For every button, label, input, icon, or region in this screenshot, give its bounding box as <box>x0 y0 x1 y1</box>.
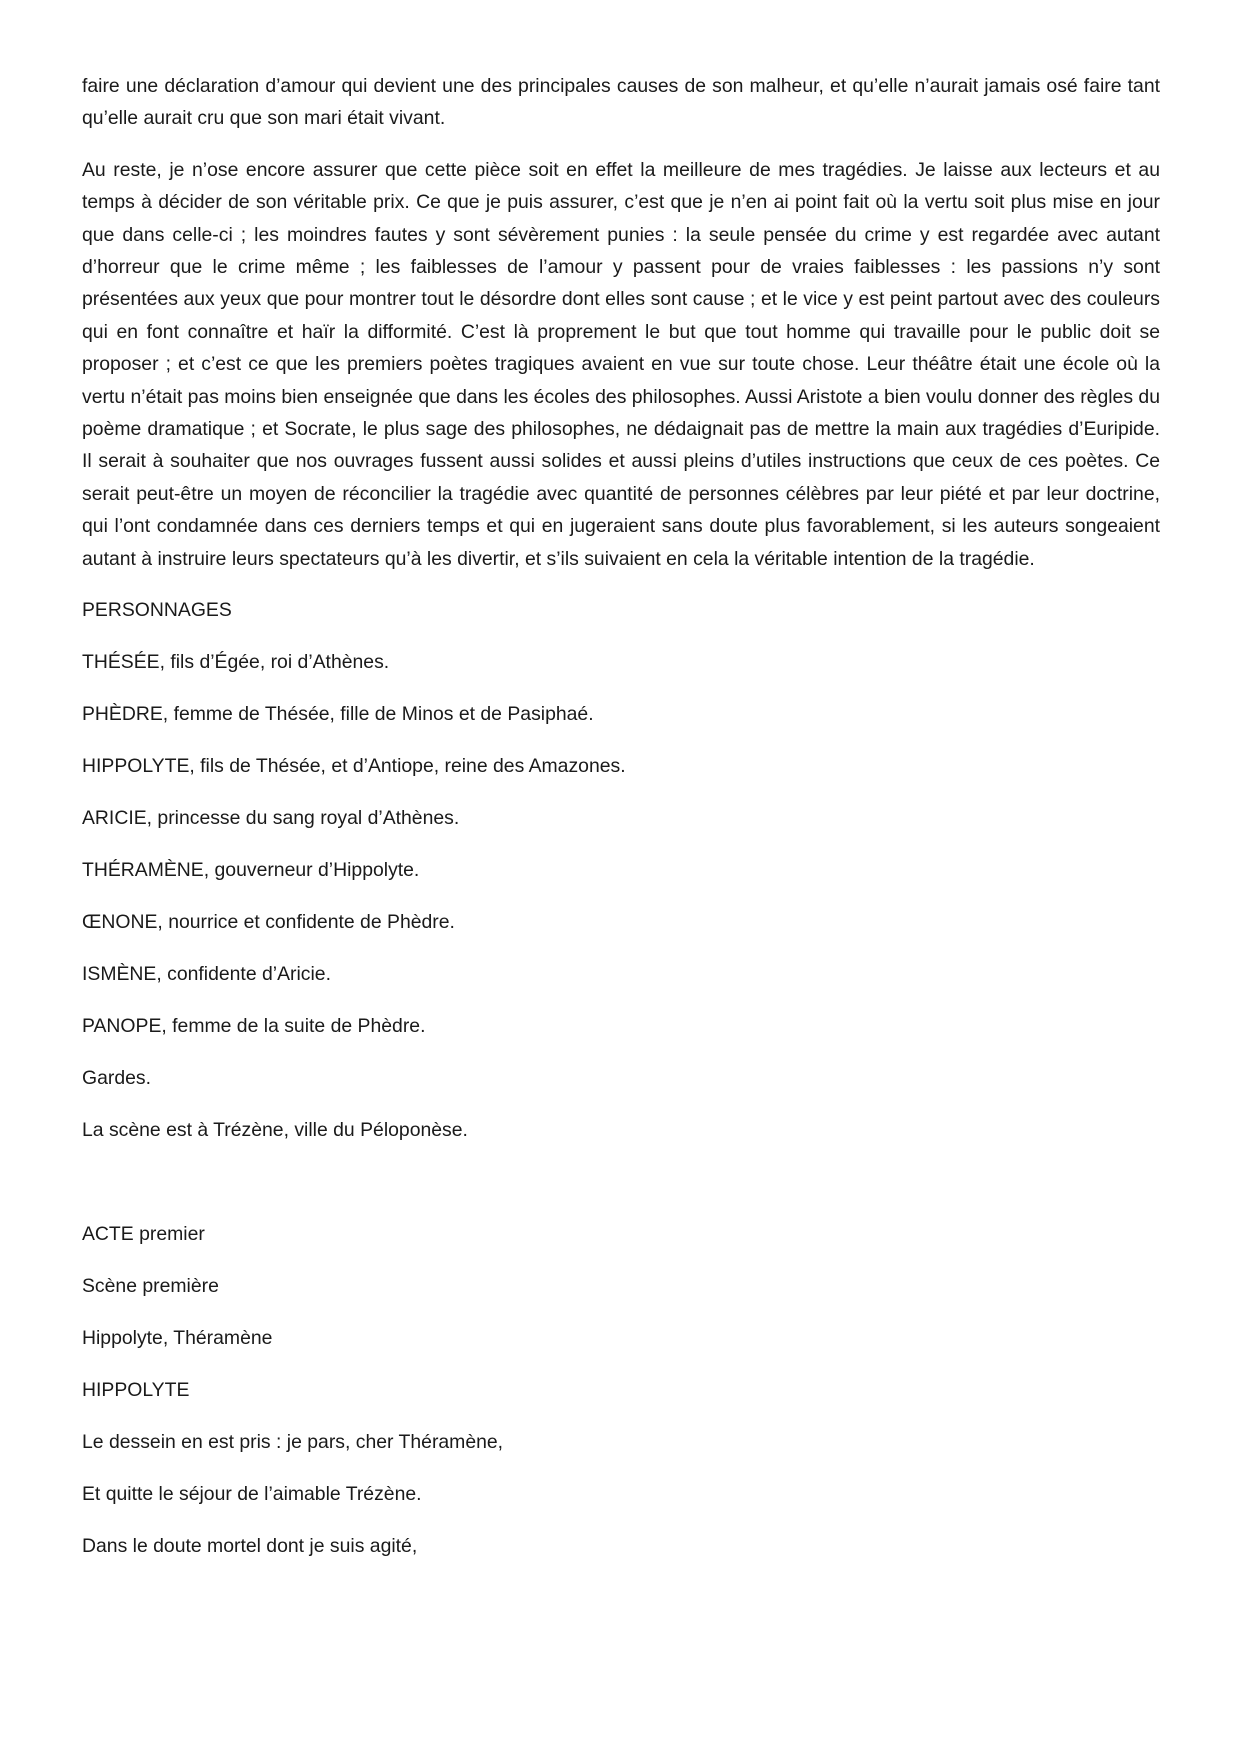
act-title: ACTE premier <box>82 1223 205 1246</box>
verse-line: Le dessein en est pris : je pars, cher Théramène, <box>82 1431 504 1454</box>
cast-character: HIPPOLYTE, fils de Thésée, et d’Antiope, reine des Amazones. <box>82 755 626 778</box>
scene-characters: Hippolyte, Théramène <box>82 1327 273 1350</box>
scene-title: Scène première <box>82 1275 219 1298</box>
verse-line: Et quitte le séjour de l’aimable Trézène. <box>82 1483 422 1506</box>
cast-character: ARICIE, princesse du sang royal d’Athènes. <box>82 807 460 830</box>
preface-paragraph-1: faire une déclaration d’amour qui devient une des principales causes de son malheur, et qu’elle n’aurait jamais osé faire tant qu’elle aurait cru que son mari était vivant. <box>82 75 1160 130</box>
preface-paragraph-2: Au reste, je n’ose encore assurer que cette pièce soit en effet la meilleure de mes tragédies. Je laisse aux lecteurs et au temps à décider de son véritable prix. Ce que je puis assurer, c’est que je n’en ai point fait où la vertu soit plus mise en jour que dans celle-ci ; les moindres fautes y sont sévèrement punies : la seule pensée du crime y est regardée avec autant d’horreur que le crime même ; les faiblesses de l’amour y passent pour de vraies faiblesses : les passions n’y sont présentées aux yeux que pour montrer tout le désordre dont elles sont cause ; et le vice y est peint partout avec des couleurs qui en font connaître et haïr la difformité. C’est là proprement le but que tout homme qui travaille pour le public doit se proposer ; et c’est ce que les premiers poètes tragiques avaient en vue sur toute chose. Leur théâtre était une école où la vertu n’était pas moins bien enseignée que dans les écoles des philosophes. Aussi Aristote a bien voulu donner des règles du poème dramatique ; et Socrate, le plus sage des philosophes, ne dédaignait pas de mettre la main aux tragédies d’Euripide. Il serait à souhaiter que nos ouvrages fussent aussi solides et aussi pleins d’utiles instructions que ceux de ces poètes. Ce serait peut-être un moyen de réconcilier la tragédie avec quantité de personnes célèbres par leur piété et par leur doctrine, qui l’ont condamnée dans ces derniers temps et qui en jugeraient sans doute plus favorablement, si les auteurs songeaient autant à instruire leurs spectateurs qu’à les divertir, et s’ils suivaient en cela la véritable intention de la tragédie. <box>82 158 1160 570</box>
cast-character: ISMÈNE, confidente d’Aricie. <box>82 963 331 986</box>
verse-line: Dans le doute mortel dont je suis agité, <box>82 1535 418 1558</box>
cast-character: THÉSÉE, fils d’Égée, roi d’Athènes. <box>82 651 390 674</box>
document-page <box>82 70 1160 1582</box>
cast-character: PHÈDRE, femme de Thésée, fille de Minos et de Pasiphaé. <box>82 703 594 726</box>
cast-character: ŒNONE, nourrice et confidente de Phèdre. <box>82 911 455 934</box>
cast-character: THÉRAMÈNE, gouverneur d’Hippolyte. <box>82 859 420 882</box>
scene-setting: La scène est à Trézène, ville du Péloponèse. <box>82 1119 468 1142</box>
cast-character: Gardes. <box>82 1067 151 1090</box>
cast-heading: PERSONNAGES <box>82 599 232 622</box>
cast-character: PANOPE, femme de la suite de Phèdre. <box>82 1015 426 1038</box>
speaker-name: HIPPOLYTE <box>82 1379 190 1402</box>
section-spacer <box>82 1166 1160 1218</box>
